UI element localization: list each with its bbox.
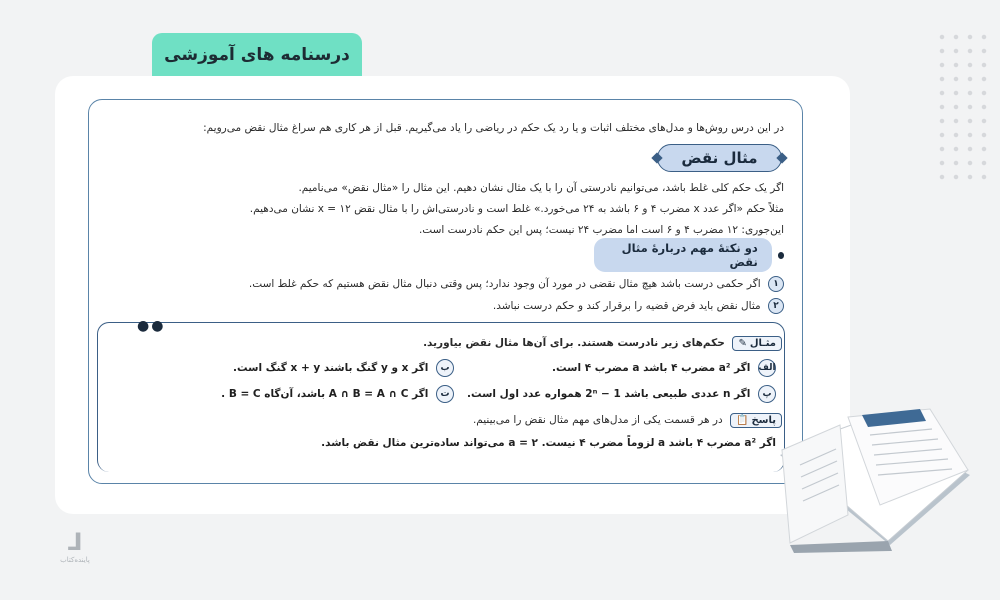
number-badge: ۱ [768, 276, 784, 292]
section-tab [152, 33, 362, 77]
point-text: مثال نقض باید فرض قضیه را برقرار کند و حکم درست نباشد. [492, 300, 761, 312]
brand-logo [50, 528, 100, 578]
option-badge: الف [758, 359, 776, 377]
bullet-icon [778, 252, 784, 259]
option-text: اگر n عددی طبیعی باشد 1 − 2ⁿ همواره عدد اول است. [467, 388, 751, 400]
intro-line: در این درس روش‌ها و مدل‌های مختلف اثبات و یا رد یک حکم در ریاضی را یاد می‌گیریم. قبل از هر کاری هم سراغ مثال نقض می‌رویم: [203, 122, 784, 134]
answer-text: اگر a² مضرب ۴ باشد a لزوماً مضرب ۴ نیست. a = ۲ می‌تواند ساده‌ترین مثال نقض باشد. [321, 437, 776, 449]
point-2 [493, 298, 784, 314]
point-text: اگر حکمی درست باشد هیچ مثال نقضی در مورد آن وجود ندارد؛ پس وقتی دنبال مثال نقض هستیم که حکم غلط است. [248, 278, 761, 290]
example-box-dots: ●● [137, 318, 166, 334]
book-image [770, 395, 980, 555]
clipboard-icon: 📋 [735, 415, 749, 426]
option-pe [467, 385, 776, 403]
answer-tag-label: پاسخ [751, 415, 776, 426]
paragraph-line-1: اگر یک حکم کلی غلط باشد، می‌توانیم نادرستی آن را با یک مثال نشان دهیم. این مثال را «مثال نقض» می‌نامیم. [298, 182, 784, 194]
option-badge: پ [758, 385, 776, 403]
example-tag [732, 336, 782, 351]
option-text: اگر A ∩ B = A ∩ C باشد، آن‌گاه B = C . [221, 388, 429, 400]
option-text: اگر a² مضرب ۴ باشد a مضرب ۴ است. [552, 362, 751, 374]
answer-line-1 [321, 437, 776, 449]
option-badge: ت [436, 385, 454, 403]
section-heading-counterexample [657, 144, 782, 172]
option-badge: ب [436, 359, 454, 377]
brand-logo-icon: ᒧ [67, 528, 83, 556]
number-badge: ۲ [768, 298, 784, 314]
example-prompt: حکم‌های زیر نادرست هستند. برای آن‌ها مثال نقض بیاورید. [423, 337, 725, 349]
option-alef [552, 359, 776, 377]
point-1 [249, 276, 784, 292]
subheading-two-points [594, 241, 784, 269]
option-text: اگر x و y گنگ باشند x + y گنگ است. [233, 362, 429, 374]
textbook-page [88, 99, 803, 484]
tab-title: درسنامه های آموزشی [164, 45, 350, 65]
example-tag-label: مثـال [749, 338, 776, 349]
subheading-title: دو نکتۀ مهم دربارۀ مثال نقض [594, 238, 772, 272]
paragraph-line-3: این‌جوری: ۱۲ مضرب ۴ و ۶ است اما مضرب ۲۴ نیست؛ پس این حکم نادرست است. [418, 224, 784, 236]
section-title: مثال نقض [681, 149, 758, 167]
example-header [423, 336, 782, 351]
brand-logo-text: پاینده‌کتاب [60, 556, 90, 564]
dot-pattern-decoration [935, 30, 995, 180]
option-te [221, 385, 454, 403]
answer-intro: در هر قسمت یکی از مدل‌های مهم مثال نقض را می‌بینیم. [472, 414, 723, 426]
option-be [233, 359, 454, 377]
paragraph-line-2: مثلاً حکم «اگر عدد x مضرب ۴ و ۶ باشد به ۲۴ می‌خورد.» غلط است و نادرستی‌اش را با مثال نقض ۱۲ = x نشان می‌دهیم. [249, 203, 784, 215]
answer-header [473, 413, 782, 428]
pencil-icon: ✎ [738, 338, 747, 349]
